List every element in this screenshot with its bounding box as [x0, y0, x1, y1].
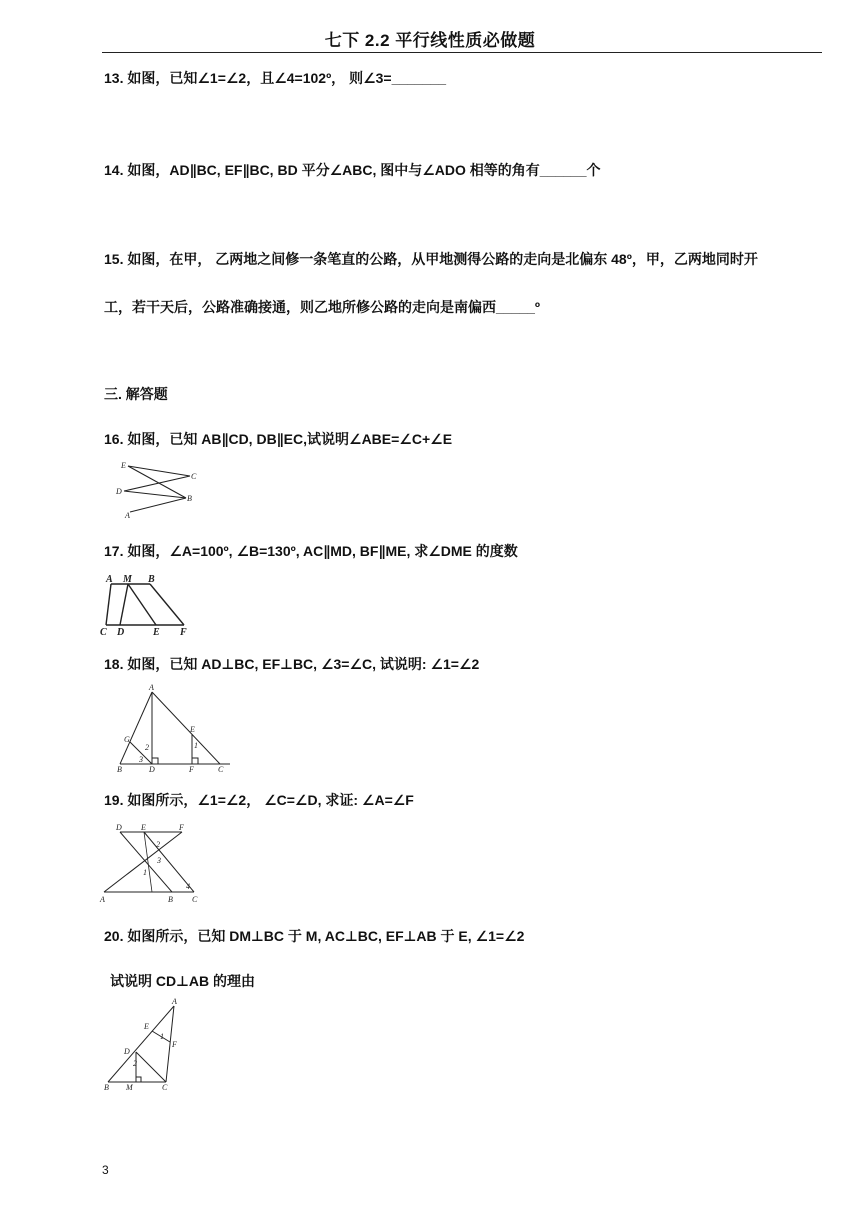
fig18-label-E: E [190, 725, 195, 734]
fig20-label-C: C [162, 1083, 168, 1092]
fig18-angle-1: 1 [194, 741, 198, 750]
figure-17 [100, 574, 195, 636]
fig16-label-E: E [121, 461, 126, 470]
figure-16 [110, 458, 210, 520]
fig18-label-B: B [117, 765, 122, 774]
fig20-angle-1: 1 [160, 1032, 164, 1041]
question-20: 20. 如图所示，已知 DM⊥BC 于 M, AC⊥BC, EF⊥AB 于 E, ∠1=∠2 [104, 928, 525, 944]
question-15-line-2: 工，若干天后，公路准确接通，则乙地所修公路的走向是南偏西_____º [104, 299, 541, 315]
question-16: 16. 如图，已知 AB∥CD, DB∥EC,试说明∠ABE=∠C+∠E [104, 431, 453, 447]
fig17-label-E: E [153, 627, 160, 638]
fig17-label-D: D [117, 627, 125, 638]
figure-18 [112, 684, 237, 774]
fig19-label-E: E [141, 823, 146, 832]
fig18-label-G: G [124, 735, 130, 744]
fig19-label-B: B [168, 895, 173, 904]
fig20-label-M: M [126, 1083, 133, 1092]
fig19-angle-1: 1 [143, 868, 147, 877]
fig19-label-A: A [100, 895, 105, 904]
fig20-label-A: A [172, 997, 177, 1006]
figure-19 [100, 822, 210, 904]
fig20-label-D: D [124, 1047, 130, 1056]
fig17-label-F: F [180, 627, 187, 638]
header-divider [102, 52, 822, 53]
fig18-label-D: D [149, 765, 155, 774]
question-18: 18. 如图，已知 AD⊥BC, EF⊥BC, ∠3=∠C, 试说明: ∠1=∠2 [104, 656, 480, 672]
fig17-label-B: B [148, 574, 155, 585]
fig20-angle-2: 2 [133, 1059, 137, 1068]
fig17-label-M: M [123, 574, 132, 585]
fig17-label-C: C [100, 627, 107, 638]
fig19-angle-4: 4 [186, 882, 190, 891]
fig19-angle-3: 3 [157, 856, 161, 865]
question-15-line-1: 15. 如图，在甲， 乙两地之间修一条笔直的公路，从甲地测得公路的走向是北偏东 48º，甲，乙两地同时开 [104, 251, 758, 267]
question-13: 13. 如图，已知∠1=∠2，且∠4=102º， 则∠3=_______ [104, 70, 447, 86]
section-heading-answers: 三. 解答题 [104, 386, 168, 402]
fig19-label-C: C [192, 895, 198, 904]
fig16-label-B: B [187, 494, 192, 503]
fig20-label-E: E [144, 1022, 149, 1031]
question-17: 17. 如图，∠A=100º, ∠B=130º, AC∥MD, BF∥ME, 求∠DME 的度数 [104, 543, 518, 559]
question-19: 19. 如图所示，∠1=∠2， ∠C=∠D, 求证: ∠A=∠F [104, 792, 414, 808]
fig16-label-D: D [116, 487, 122, 496]
page-number: 3 [102, 1163, 109, 1177]
fig20-label-F: F [172, 1040, 177, 1049]
fig19-label-D: D [116, 823, 122, 832]
fig18-label-A: A [149, 683, 154, 692]
fig16-label-A: A [125, 511, 130, 520]
question-20-prompt: 试说明 CD⊥AB 的理由 [110, 973, 256, 989]
fig16-label-C: C [191, 472, 197, 481]
figure-20 [100, 998, 190, 1094]
fig18-label-C: C [218, 765, 224, 774]
fig20-label-B: B [104, 1083, 109, 1092]
fig19-label-F: F [179, 823, 184, 832]
page-title: 七下 2.2 平行线性质必做题 [324, 31, 536, 50]
fig18-angle-3: 3 [139, 755, 143, 764]
fig17-label-A: A [106, 574, 113, 585]
question-14: 14. 如图，AD∥BC, EF∥BC, BD 平分∠ABC, 图中与∠ADO 相等的角有______个 [104, 162, 601, 178]
fig18-angle-2: 2 [145, 743, 149, 752]
fig18-label-F: F [189, 765, 194, 774]
fig19-angle-2: 2 [156, 840, 160, 849]
